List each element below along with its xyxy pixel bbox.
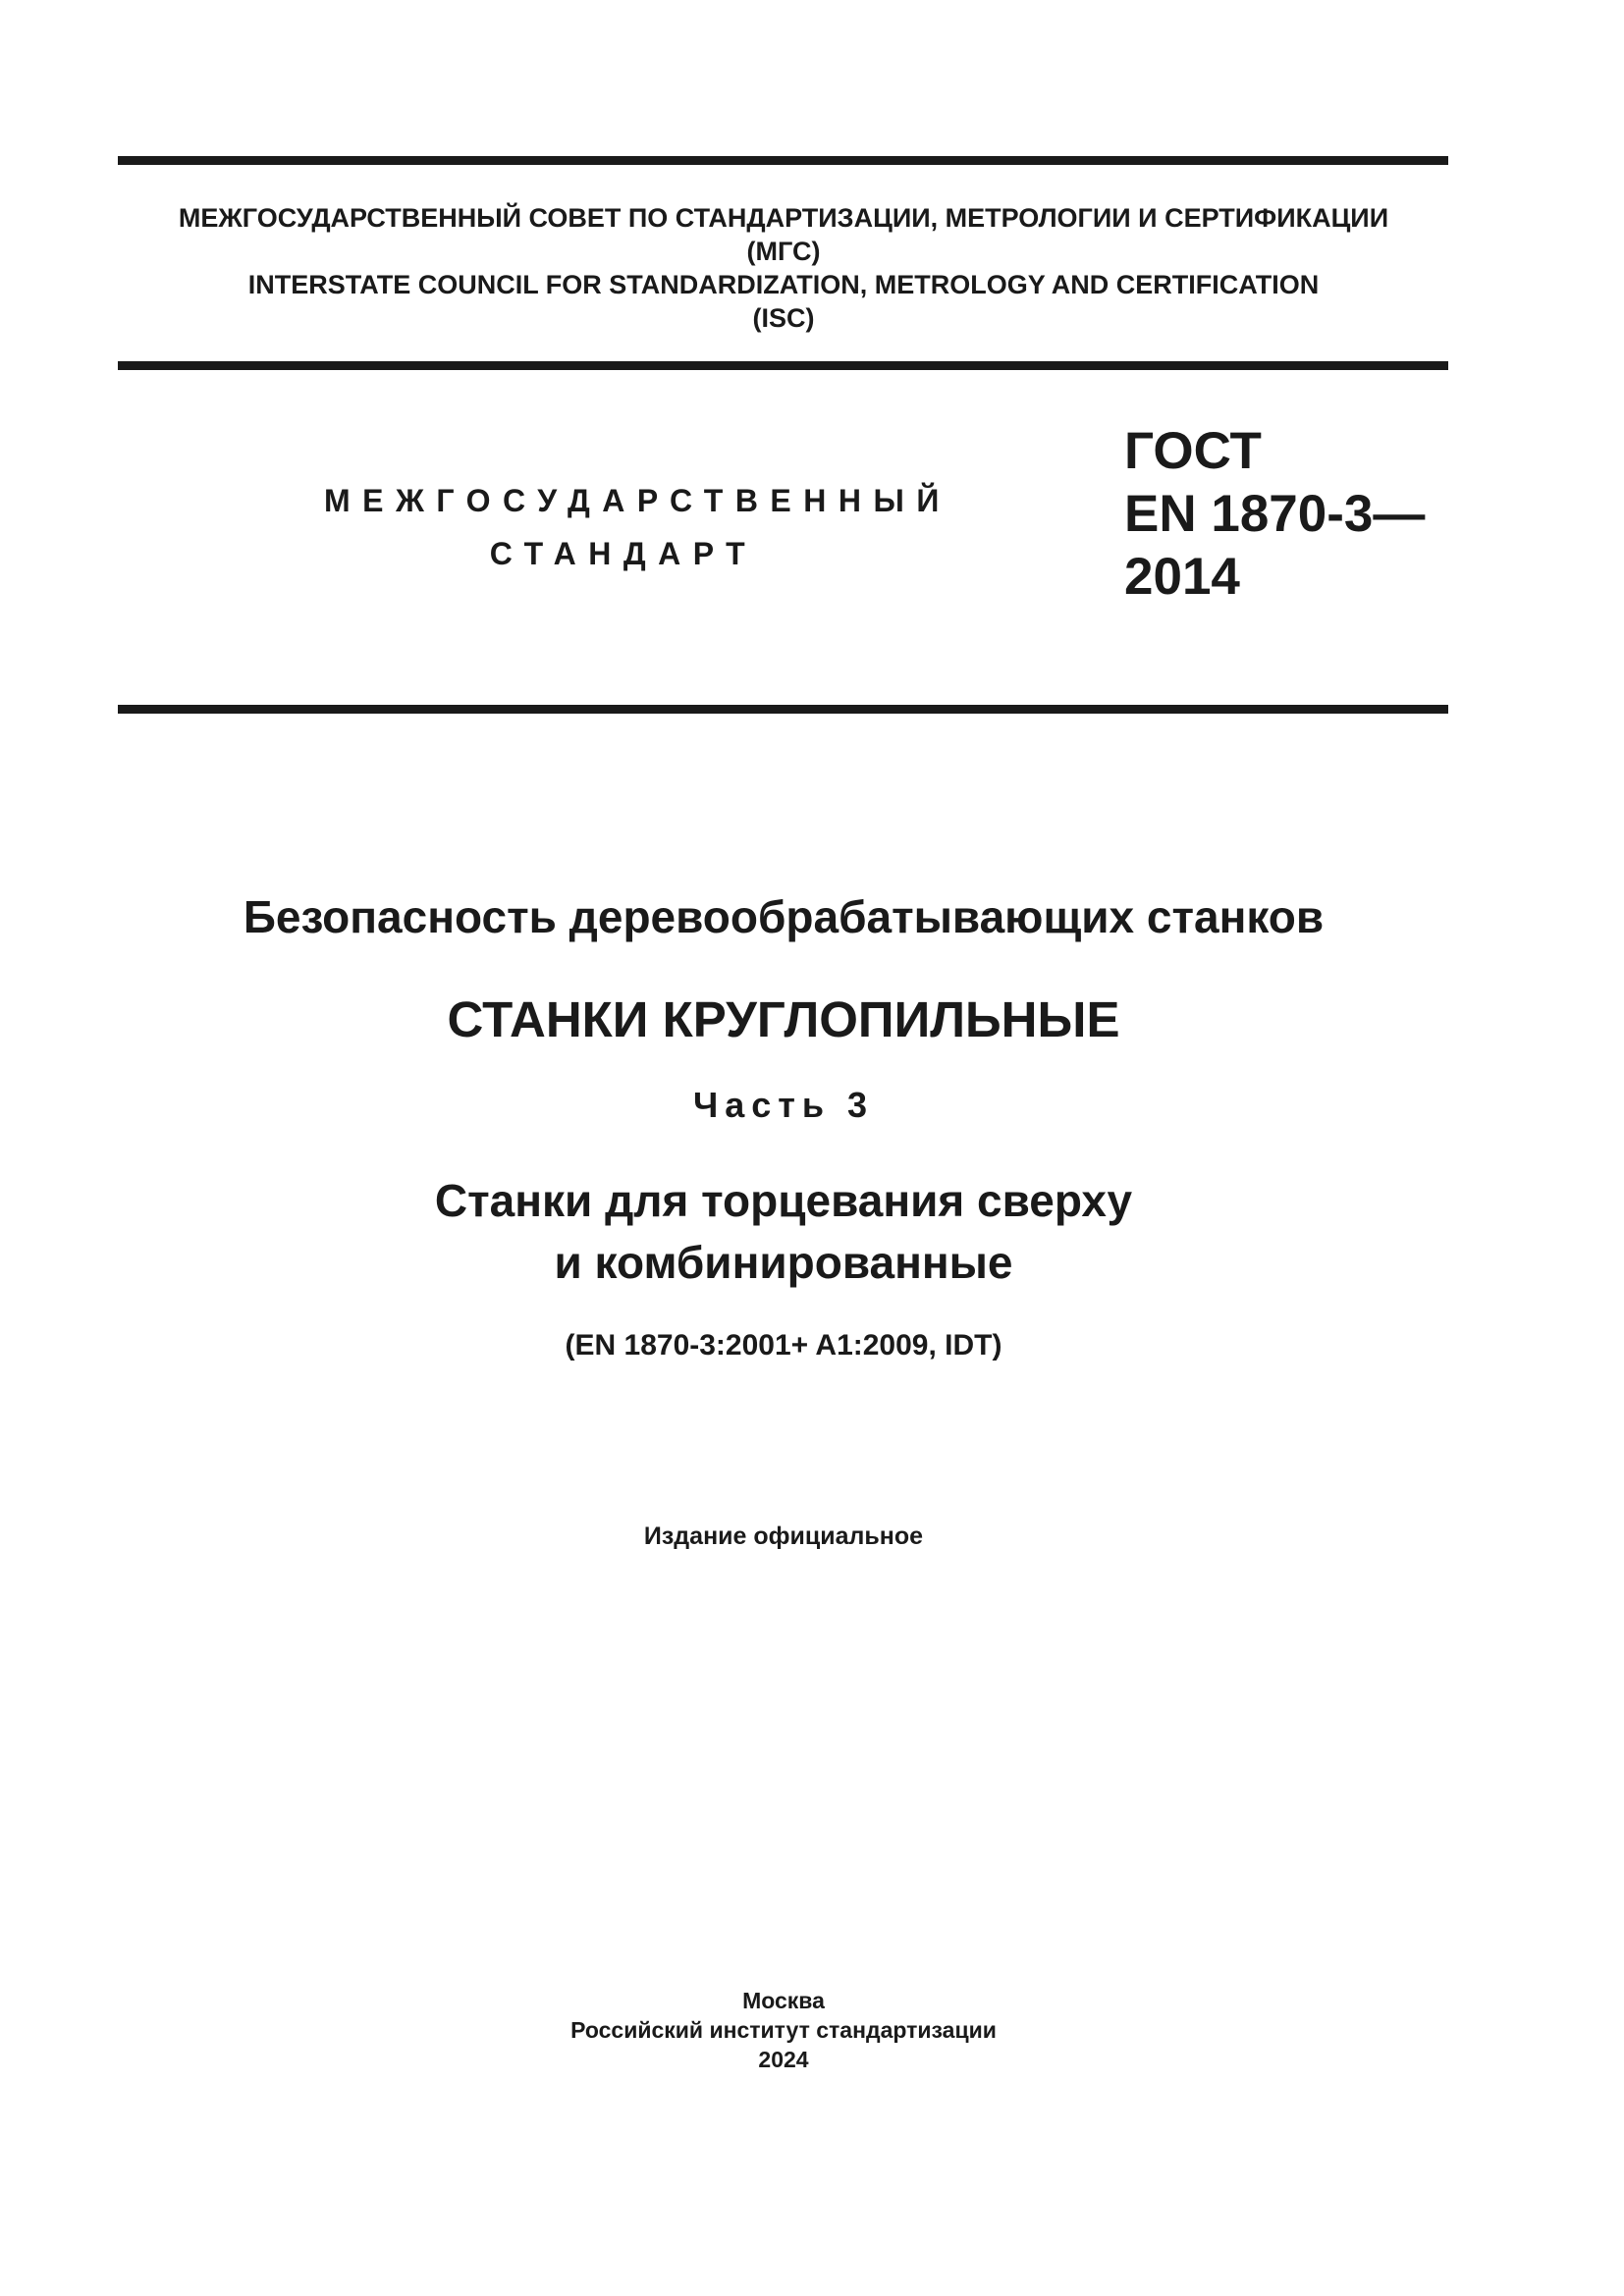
title-subtitle: [0, 1170, 1567, 1294]
top-rule: [118, 156, 1448, 165]
title-part: Часть 3: [692, 1085, 875, 1125]
standard-type-line2: СТАНДАРТ: [489, 536, 758, 571]
title-machines: СТАНКИ КРУГЛОПИЛЬНЫЕ: [447, 991, 1120, 1047]
designation-line2: EN 1870-3—: [1124, 485, 1426, 543]
designation-line1: ГОСТ: [1124, 422, 1262, 480]
standard-type: [324, 474, 951, 580]
title-general: Безопасность деревообрабатывающих станков: [243, 891, 1325, 942]
subtitle-line1: Станки для торцевания сверху: [434, 1175, 1133, 1226]
council-name-en: INTERSTATE COUNCIL FOR STANDARDIZATION, METROLOGY AND CERTIFICATION: [247, 270, 1320, 299]
council-header: [0, 201, 1567, 335]
title-reference: (EN 1870-3:2001+ A1:2009, IDT): [565, 1329, 1002, 1362]
designation-line3: 2014: [1124, 548, 1240, 606]
council-name-ru: МЕЖГОСУДАРСТВЕННЫЙ СОВЕТ ПО СТАНДАРТИЗАЦИИ, МЕТРОЛОГИИ И СЕРТИФИКАЦИИ: [178, 203, 1389, 233]
standard-designation: [1124, 420, 1425, 609]
imprint-city: Москва: [742, 1988, 825, 2013]
bottom-rule: [118, 705, 1448, 714]
standard-type-line1: МЕЖГОСУДАРСТВЕННЫЙ: [324, 483, 951, 518]
imprint: [0, 1986, 1567, 2074]
subtitle-line2: и комбинированные: [554, 1237, 1013, 1288]
middle-rule: [118, 361, 1448, 370]
council-abbr-ru: (МГС): [746, 237, 821, 266]
imprint-publisher: Российский институт стандартизации: [570, 2017, 997, 2043]
imprint-year: 2024: [758, 2047, 809, 2072]
council-abbr-en: (ISC): [752, 303, 815, 333]
edition-label: Издание официальное: [643, 1522, 924, 1550]
